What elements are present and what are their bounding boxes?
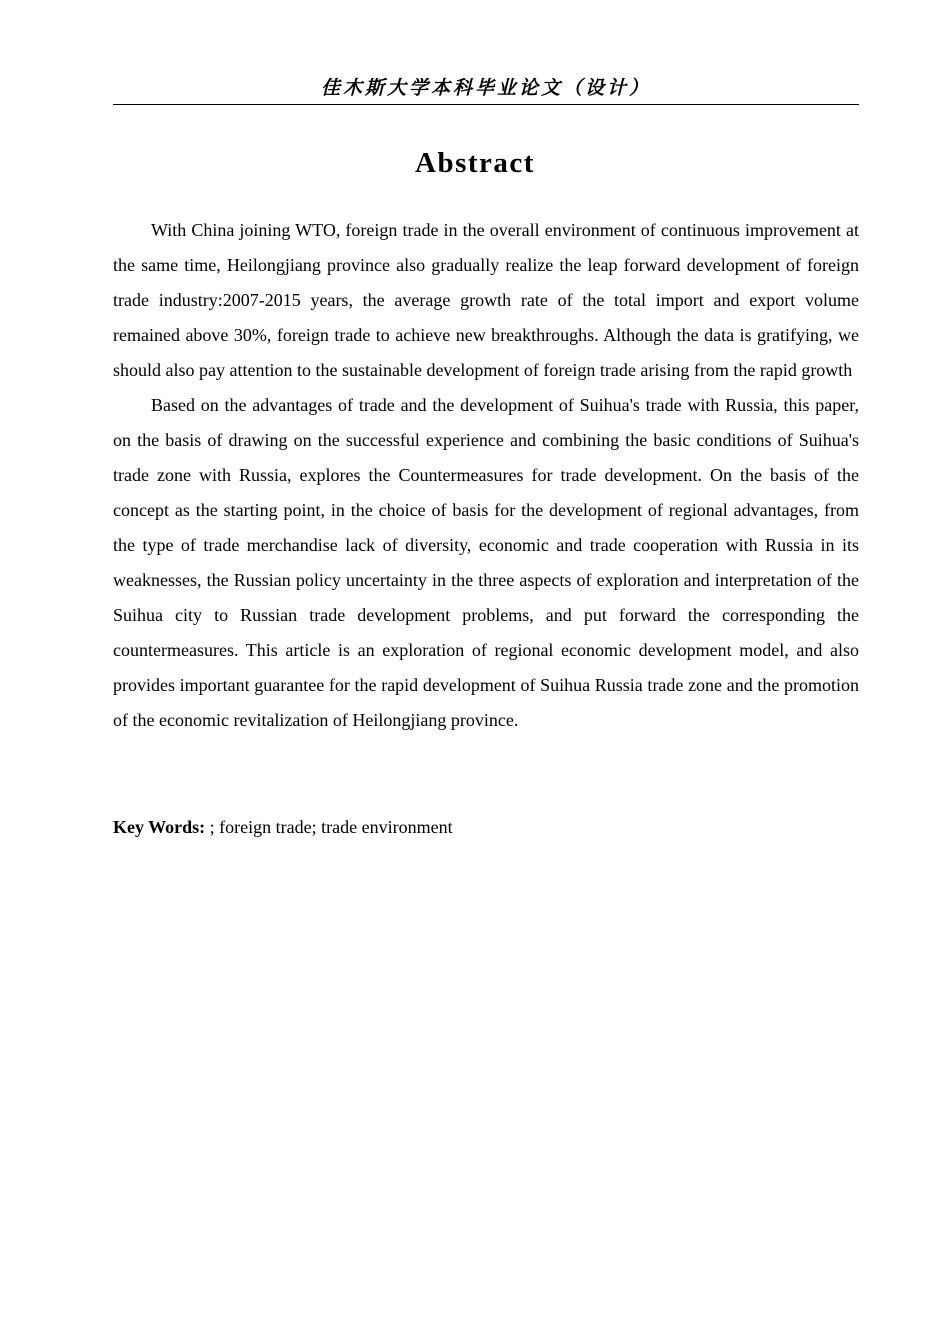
keywords-label: Key Words: xyxy=(113,817,206,837)
keywords-line xyxy=(113,810,859,845)
abstract-paragraph: With China joining WTO, foreign trade in the overall environment of continuous improvement at the same time, Heilongjiang province also gradually realize the leap forward development of foreign trade industry:2007-2015 years, the average growth rate of the total import and export volume remained above 30%, foreign trade to achieve new breakthroughs. Although the data is gratifying, we should also pay attention to the sustainable development of foreign trade arising from the rapid growth xyxy=(113,220,859,380)
keywords-text: ; foreign trade; trade environment xyxy=(205,817,453,837)
header-title: 佳木斯大学本科毕业论文（设计） xyxy=(320,77,651,99)
page-header xyxy=(113,72,859,105)
abstract-body xyxy=(113,213,859,738)
abstract-heading: Abstract xyxy=(415,147,535,179)
abstract-paragraph: Based on the advantages of trade and the development of Suihua's trade with Russia, this paper, on the basis of drawing on the successful experience and combining the basic conditions of Suihua's trade zone with Russia, explores the Countermeasures for trade development. On the basis of the concept as the starting point, in the choice of basis for the development of regional advantages, from the type of trade merchandise lack of diversity, economic and trade cooperation with Russia in its weaknesses, the Russian policy uncertainty in the three aspects of exploration and interpretation of the Suihua city to Russian trade development problems, and put forward the corresponding the countermeasures. This article is an exploration of regional economic development model, and also provides important guarantee for the rapid development of Suihua Russia trade zone and the promotion of the economic revitalization of Heilongjiang province. xyxy=(113,395,859,730)
